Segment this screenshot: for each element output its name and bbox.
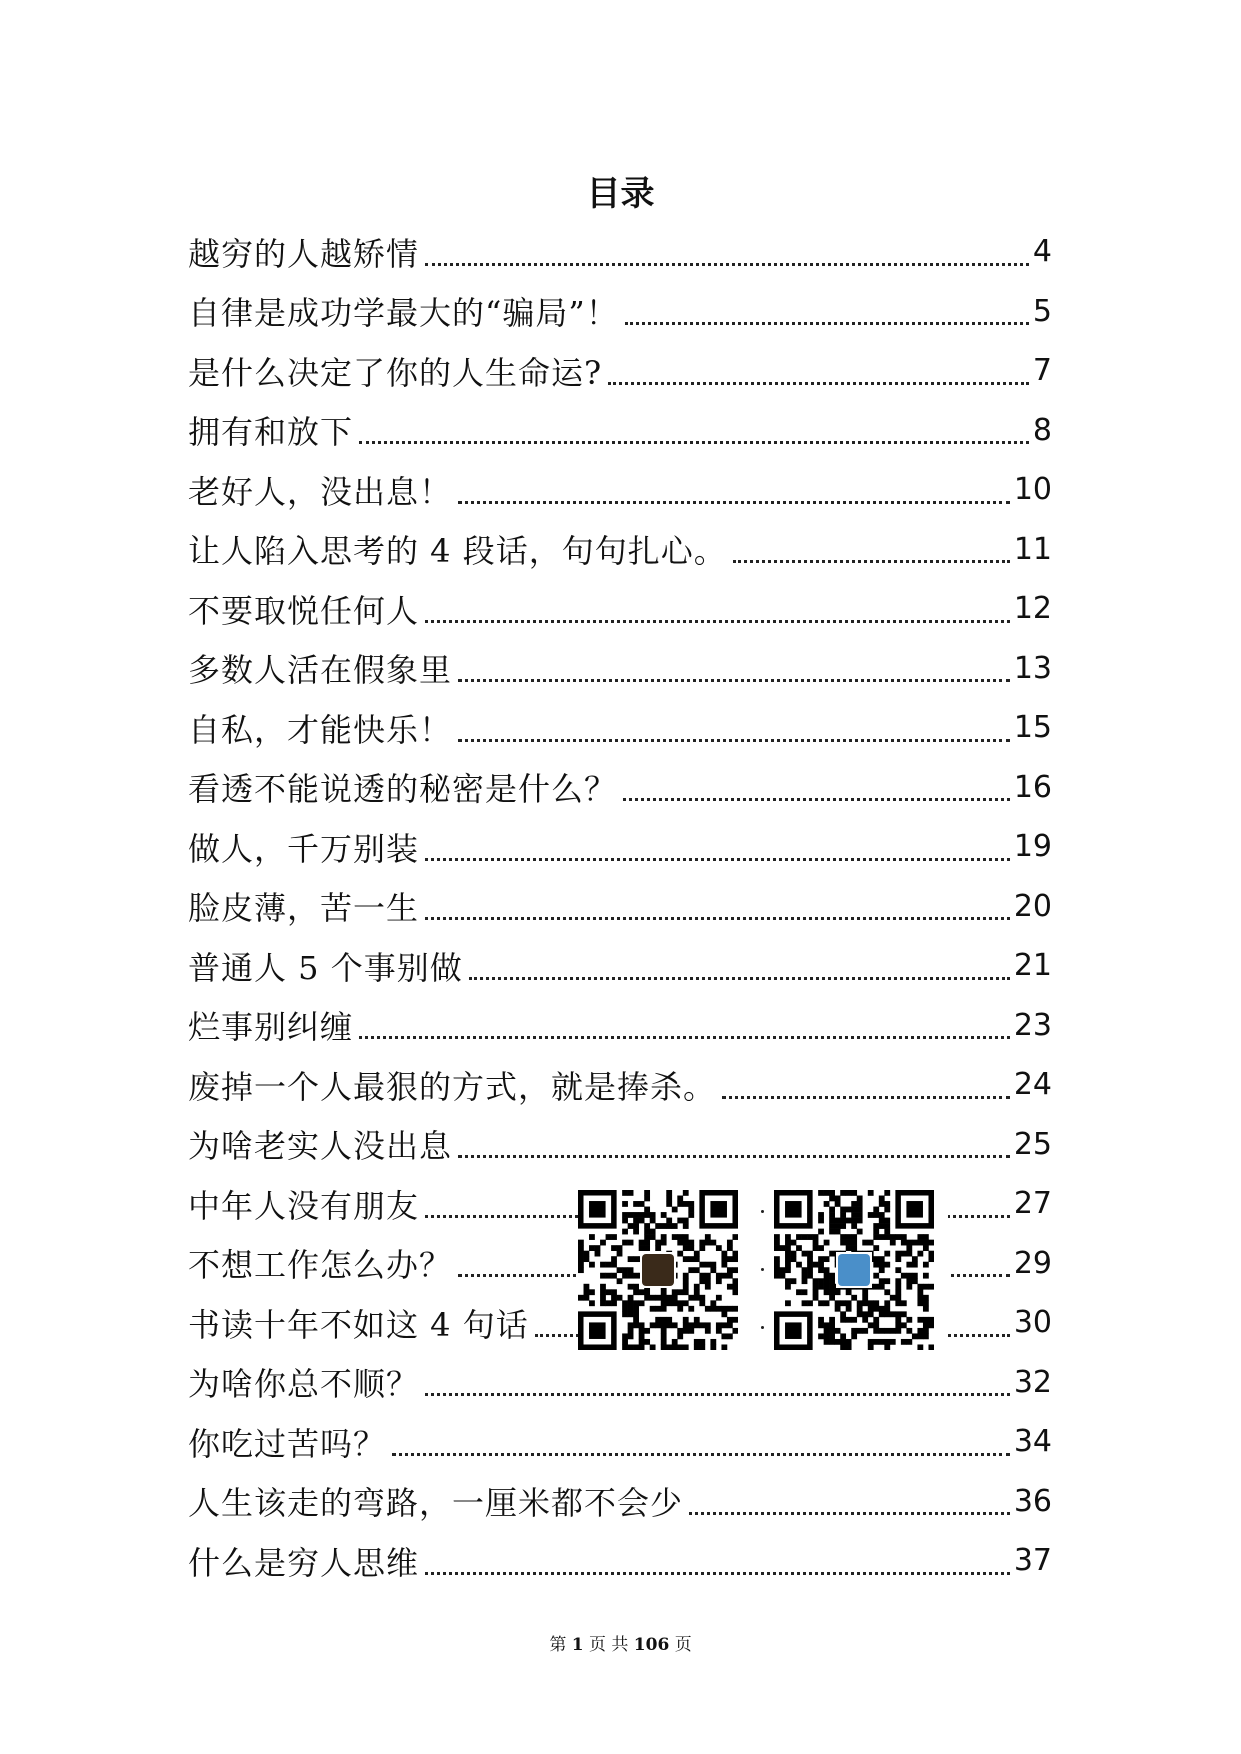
toc-entry[interactable] bbox=[188, 579, 1052, 639]
toc-entry-page: 8 bbox=[1032, 412, 1052, 448]
toc-entry-page: 24 bbox=[1013, 1067, 1052, 1103]
toc-dot-leader bbox=[425, 222, 1033, 282]
footer-prefix: 第 bbox=[549, 1635, 567, 1655]
toc-entry-page: 11 bbox=[1013, 531, 1052, 567]
toc-entry-title: 越穷的人越矫情 bbox=[188, 234, 420, 273]
toc-entry-title: 让人陷入思考的 4 段话，句句扎心。 bbox=[188, 532, 727, 571]
toc-entry-page: 27 bbox=[1013, 1186, 1052, 1222]
toc-entry[interactable] bbox=[188, 1115, 1052, 1175]
toc-entry-title: 自律是成功学最大的“骗局”！ bbox=[188, 294, 619, 333]
toc-dot-leader bbox=[608, 341, 1033, 401]
toc-entry-title: 不想工作怎么办？ bbox=[188, 1246, 453, 1285]
toc-entry-title: 看透不能说透的秘密是什么？ bbox=[188, 770, 618, 809]
toc-entry-title: 不要取悦任何人 bbox=[188, 591, 420, 630]
toc-entry-title: 烂事别纠缠 bbox=[188, 1008, 354, 1047]
toc-entry-title: 自私，才能快乐！ bbox=[188, 710, 453, 749]
toc-dot-leader bbox=[458, 1115, 1014, 1175]
toc-dot-leader bbox=[689, 1472, 1014, 1532]
toc-entry-title: 是什么决定了你的人生命运? bbox=[188, 353, 603, 392]
toc-dot-leader bbox=[625, 282, 1033, 342]
toc-entry-page: 37 bbox=[1013, 1543, 1052, 1579]
toc-entry[interactable] bbox=[188, 1412, 1052, 1472]
toc-entry[interactable] bbox=[188, 758, 1052, 818]
toc-entry[interactable] bbox=[188, 401, 1052, 461]
toc-entry[interactable] bbox=[188, 520, 1052, 580]
toc-entry-page: 25 bbox=[1013, 1126, 1052, 1162]
toc-entry-page: 23 bbox=[1013, 1007, 1052, 1043]
toc-entry-page: 19 bbox=[1013, 829, 1052, 865]
qr-code-area bbox=[578, 1190, 948, 1360]
toc-entry-title: 脸皮薄，苦一生 bbox=[188, 889, 420, 928]
toc-dot-leader bbox=[425, 817, 1014, 877]
footer-total-pages: 106 bbox=[633, 1635, 670, 1655]
toc-entry-title: 老好人，没出息！ bbox=[188, 472, 453, 511]
toc-entry-title: 多数人活在假象里 bbox=[188, 651, 453, 690]
toc-entry-title: 中年人没有朋友 bbox=[188, 1186, 420, 1225]
toc-entry-page: 10 bbox=[1013, 472, 1052, 508]
toc-dot-leader bbox=[469, 936, 1014, 996]
toc-entry[interactable] bbox=[188, 639, 1052, 699]
toc-entry-title: 普通人 5 个事别做 bbox=[188, 948, 463, 987]
toc-entry[interactable] bbox=[188, 877, 1052, 937]
toc-entry[interactable] bbox=[188, 1055, 1052, 1115]
toc-entry[interactable] bbox=[188, 996, 1052, 1056]
toc-entry-page: 16 bbox=[1013, 769, 1052, 805]
footer-mid: 页 共 bbox=[588, 1635, 629, 1655]
table-of-contents bbox=[188, 222, 1052, 1591]
toc-entry-page: 21 bbox=[1013, 948, 1052, 984]
toc-entry-title: 书读十年不如这 4 句话 bbox=[188, 1305, 529, 1344]
footer-suffix: 页 bbox=[674, 1635, 692, 1655]
toc-dot-leader bbox=[425, 877, 1014, 937]
toc-entry[interactable] bbox=[188, 222, 1052, 282]
toc-entry[interactable] bbox=[188, 460, 1052, 520]
toc-dot-leader bbox=[458, 698, 1014, 758]
toc-entry[interactable] bbox=[188, 341, 1052, 401]
toc-dot-leader bbox=[425, 1531, 1014, 1591]
toc-entry-page: 4 bbox=[1032, 234, 1052, 270]
toc-entry-title: 做人，千万别装 bbox=[188, 829, 420, 868]
qr-code-icon bbox=[578, 1190, 738, 1350]
toc-dot-leader bbox=[359, 996, 1014, 1056]
toc-dot-leader bbox=[458, 639, 1014, 699]
toc-dot-leader bbox=[392, 1412, 1014, 1472]
toc-entry-title: 为啥老实人没出息 bbox=[188, 1127, 453, 1166]
toc-entry-title: 人生该走的弯路，一厘米都不会少 bbox=[188, 1484, 684, 1523]
toc-entry[interactable] bbox=[188, 282, 1052, 342]
toc-dot-leader bbox=[425, 579, 1014, 639]
toc-entry[interactable] bbox=[188, 698, 1052, 758]
toc-entry-page: 30 bbox=[1013, 1305, 1052, 1341]
page-title: 目录 bbox=[586, 174, 655, 214]
toc-entry[interactable] bbox=[188, 817, 1052, 877]
toc-entry-title: 废掉一个人最狠的方式，就是捧杀。 bbox=[188, 1067, 717, 1106]
toc-entry-page: 20 bbox=[1013, 888, 1052, 924]
toc-entry-page: 5 bbox=[1032, 293, 1052, 329]
toc-entry-page: 13 bbox=[1013, 650, 1052, 686]
toc-entry-page: 29 bbox=[1013, 1245, 1052, 1281]
qr-code-icon bbox=[774, 1190, 934, 1350]
page-footer bbox=[0, 1630, 1241, 1655]
toc-entry-title: 拥有和放下 bbox=[188, 413, 354, 452]
toc-entry[interactable] bbox=[188, 936, 1052, 996]
footer-current-page: 1 bbox=[571, 1635, 584, 1655]
toc-entry-title: 你吃过苦吗？ bbox=[188, 1424, 387, 1463]
toc-entry-page: 32 bbox=[1013, 1364, 1052, 1400]
toc-dot-leader bbox=[722, 1055, 1014, 1115]
toc-dot-leader bbox=[359, 401, 1033, 461]
toc-entry-title: 什么是穷人思维 bbox=[188, 1543, 420, 1582]
toc-dot-leader bbox=[623, 758, 1014, 818]
toc-entry-page: 12 bbox=[1013, 591, 1052, 627]
toc-dot-leader bbox=[458, 460, 1014, 520]
toc-entry-page: 34 bbox=[1013, 1424, 1052, 1460]
toc-entry[interactable] bbox=[188, 1353, 1052, 1413]
toc-entry[interactable] bbox=[188, 1472, 1052, 1532]
toc-entry-title: 为啥你总不顺？ bbox=[188, 1365, 420, 1404]
toc-dot-leader bbox=[425, 1353, 1014, 1413]
toc-entry[interactable] bbox=[188, 1531, 1052, 1591]
toc-entry-page: 15 bbox=[1013, 710, 1052, 746]
toc-dot-leader bbox=[733, 520, 1014, 580]
toc-entry-page: 36 bbox=[1013, 1483, 1052, 1519]
toc-entry-page: 7 bbox=[1032, 353, 1052, 389]
